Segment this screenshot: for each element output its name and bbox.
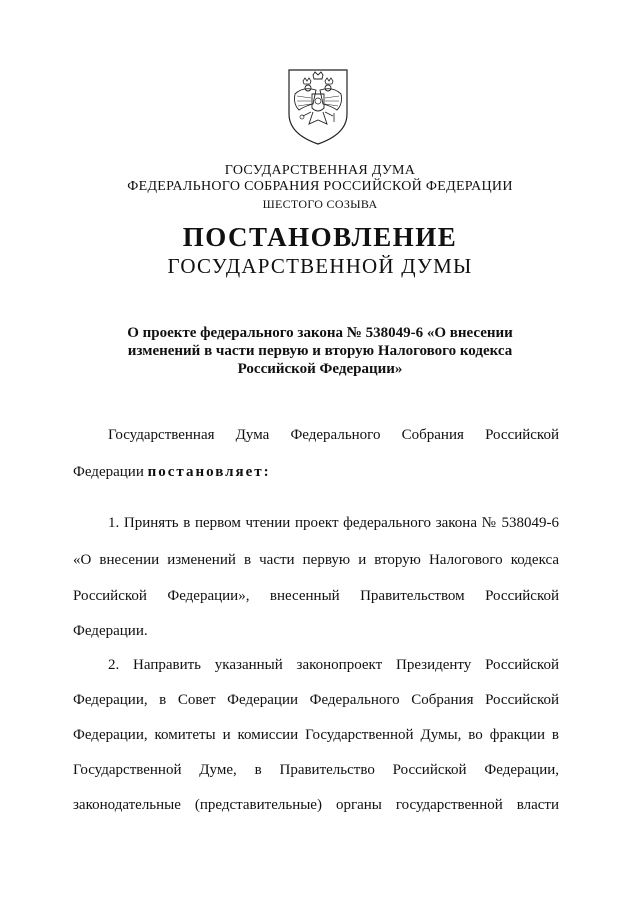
point1-line: Федерации. xyxy=(73,623,148,639)
point2-line: законодательные (представительные) органы государственной власти xyxy=(73,797,559,813)
preamble-decree-word: постановляет: xyxy=(147,464,271,480)
point2-line: Государственной Думе, в Правительство Российской Федерации, xyxy=(73,762,559,778)
point2-line: 2. Направить указанный законопроект Президенту Российской xyxy=(108,657,559,673)
document-subtitle: ГОСУДАРСТВЕННОЙ ДУМЫ xyxy=(167,254,473,278)
preamble-text: Федерации xyxy=(73,464,148,480)
preamble-line: Государственная Дума Федерального Собрания Российской xyxy=(108,427,559,443)
header-duma: ГОСУДАРСТВЕННАЯ ДУМА xyxy=(224,163,416,178)
subject-line: О проекте федерального закона № 538049-6 «О внесении xyxy=(127,325,513,341)
header-convocation: ШЕСТОГО СОЗЫВА xyxy=(262,197,378,211)
preamble-line xyxy=(73,463,559,481)
header-federal-assembly: ФЕДЕРАЛЬНОГО СОБРАНИЯ РОССИЙСКОЙ ФЕДЕРАЦИИ xyxy=(127,179,513,194)
point2-line: Федерации, комитеты и комиссии Государственной Думы, во фракции в xyxy=(73,727,559,743)
point2-line: Федерации, в Совет Федерации Федерального Собрания Российской xyxy=(73,692,559,708)
subject-line: изменений в части первую и вторую Налогового кодекса xyxy=(127,343,513,359)
point1-line: 1. Принять в первом чтении проект федерального закона № 538049-6 xyxy=(108,515,559,531)
point1-line: «О внесении изменений в части первую и вторую Налогового кодекса xyxy=(73,552,559,568)
coat-of-arms-emblem xyxy=(283,66,353,146)
point1-line: Российской Федерации», внесенный Правительством Российской xyxy=(73,588,559,604)
subject-line: Российской Федерации» xyxy=(237,361,403,377)
document-title: ПОСТАНОВЛЕНИЕ xyxy=(182,222,458,252)
